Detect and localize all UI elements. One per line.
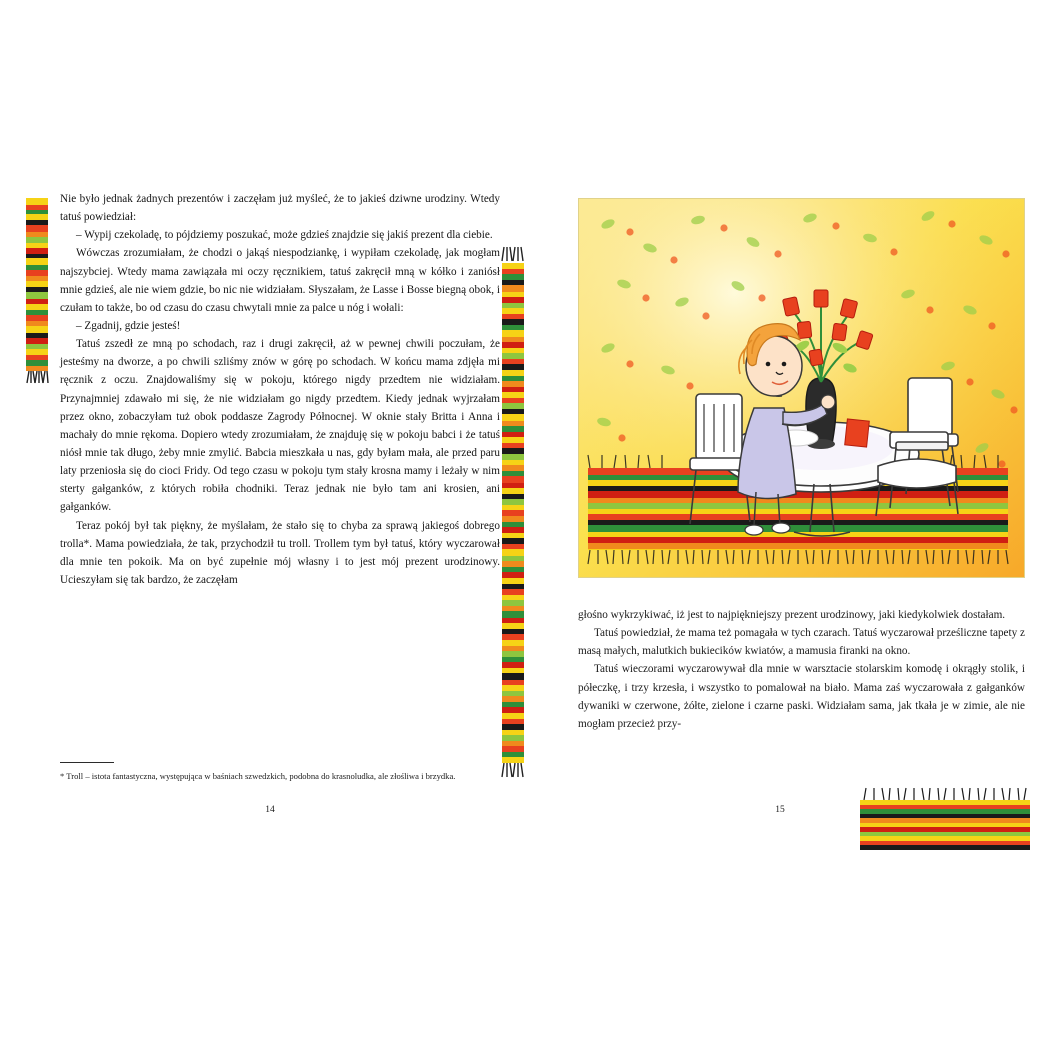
rag-rug-gutter-svg bbox=[497, 245, 531, 785]
paragraph: – Wypij czekoladę, to pójdziemy poszukać, może gdzieś znajdzie się jakiś prezent dla ciebie. bbox=[76, 229, 493, 242]
right-page bbox=[578, 198, 1025, 733]
paragraph: Tatuś powiedział, że mama też pomagała w tych czarach. Tatuś wyczarował prześliczne tapety z masą małych, malutkich bukiecików kwiatów, a mamusia firanki na okno. bbox=[578, 627, 1025, 658]
footnote-rule bbox=[60, 762, 114, 763]
paragraph: głośno wykrzykiwać, iż jest to najpiękniejszy prezent urodzinowy, jaki kiedykolwiek dostałam. bbox=[578, 609, 1006, 621]
paragraph: Wówczas zrozumiałam, że chodzi o jakąś niespodziankę, i wypiłam czekoladę, jak mogłam najszybciej. Wtedy mama zawiązała mi oczy ręcznikiem, tatuś zakręcił mną w kółko i zaniósł mnie gdzieś, ale nie wiem gdzie, bo nic nie widziałam. Słyszałam, że Lasse i Bosse biegną obok, i czułam to także, bo od czasu do czasu chwytali mnie za palce u nóg i wołali: bbox=[60, 247, 500, 314]
paragraph: Teraz pokój był tak piękny, że myślałam, że stało się to chyba za sprawą jakiegoś dobrego trolla*. Mama powiedziała, że tak, przychodził tu troll. Trollem tym był tatuś, który wyczarował dla mnie ten pokoik. Ma on być zupełnie mój własny i to jest mój prezent urodzinowy. Ucieszyłam się tak bardzo, że zaczęłam bbox=[60, 519, 500, 586]
illustration-svg bbox=[578, 198, 1025, 578]
page-number-left: 14 bbox=[265, 805, 275, 815]
paragraph: Tatuś zszedł ze mną po schodach, raz i drugi zakręcił, aż w pewnej chwili poczułam, że jesteśmy na dworze, a po chwili szliśmy znów w górę po schodach. W końcu mama zdjęła mi ręcznik z oczu. Znajdowaliśmy się w pokoju, którego nigdy przedtem nie widziałam. Przynajmniej zdawało mi się, że nie widziałam go nigdy przedtem. Kiedy jednak wyjrzałam przez okno, zobaczyłam tuż obok poddasze Zagrody Północnej. W oknie stały Britta i Anna i machały do mnie rękoma. Dopiero wtedy zrozumiałam, że znajduję się w pokoju babci i że tatuś niósł mnie tak długo, żeby mnie zmylić. Babcia mieszkała u nas, gdy byłam mała, ale przed paru laty przeniosła się do cioci Fridy. Od tego czasu w pokoju tym stały krosna mamy i leżały w nim sterty gałganków, z których robiła chodniki. Teraz jednak nie było tam ani krosien, ani gałganków. bbox=[60, 338, 500, 514]
rag-rug-left-margin bbox=[22, 198, 48, 393]
paragraph: – Zgadnij, gdzie jesteś! bbox=[76, 319, 181, 332]
footnote-block bbox=[60, 762, 500, 783]
paragraph: Nie było jednak żadnych prezentów i zaczęłam już myśleć, że to jakieś dziwne urodziny. Wtedy tatuś powiedział: bbox=[60, 193, 500, 224]
illustration bbox=[578, 198, 1025, 578]
rag-rug-svg bbox=[22, 198, 52, 388]
footnote-text: * Troll – istota fantastyczna, występująca w baśniach szwedzkich, podobna do krasnoludka, ale złośliwa i brzydka. bbox=[60, 771, 456, 781]
page-number-right: 15 bbox=[775, 805, 785, 815]
left-page bbox=[60, 190, 500, 820]
rag-rug-gutter bbox=[497, 245, 523, 790]
rag-rug-bottom-right bbox=[860, 786, 1025, 848]
left-page-body bbox=[60, 190, 500, 589]
paragraph: Tatuś wieczorami wyczarowywał dla mnie w warsztacie stolarskim komodę i okrągły stolik, i półeczkę, i trzy krzesła, i wszystko to pomalował na biało. Mama zaś wyczarowała z gałganków dywaniki w czerwone, żółte, zielone i czarne paski. Widziałam sama, jak tkała je w zimie, ale nie mogłam przecież przy- bbox=[578, 663, 1025, 730]
rag-rug-bottom-svg bbox=[860, 786, 1030, 852]
right-page-body bbox=[578, 606, 1025, 733]
